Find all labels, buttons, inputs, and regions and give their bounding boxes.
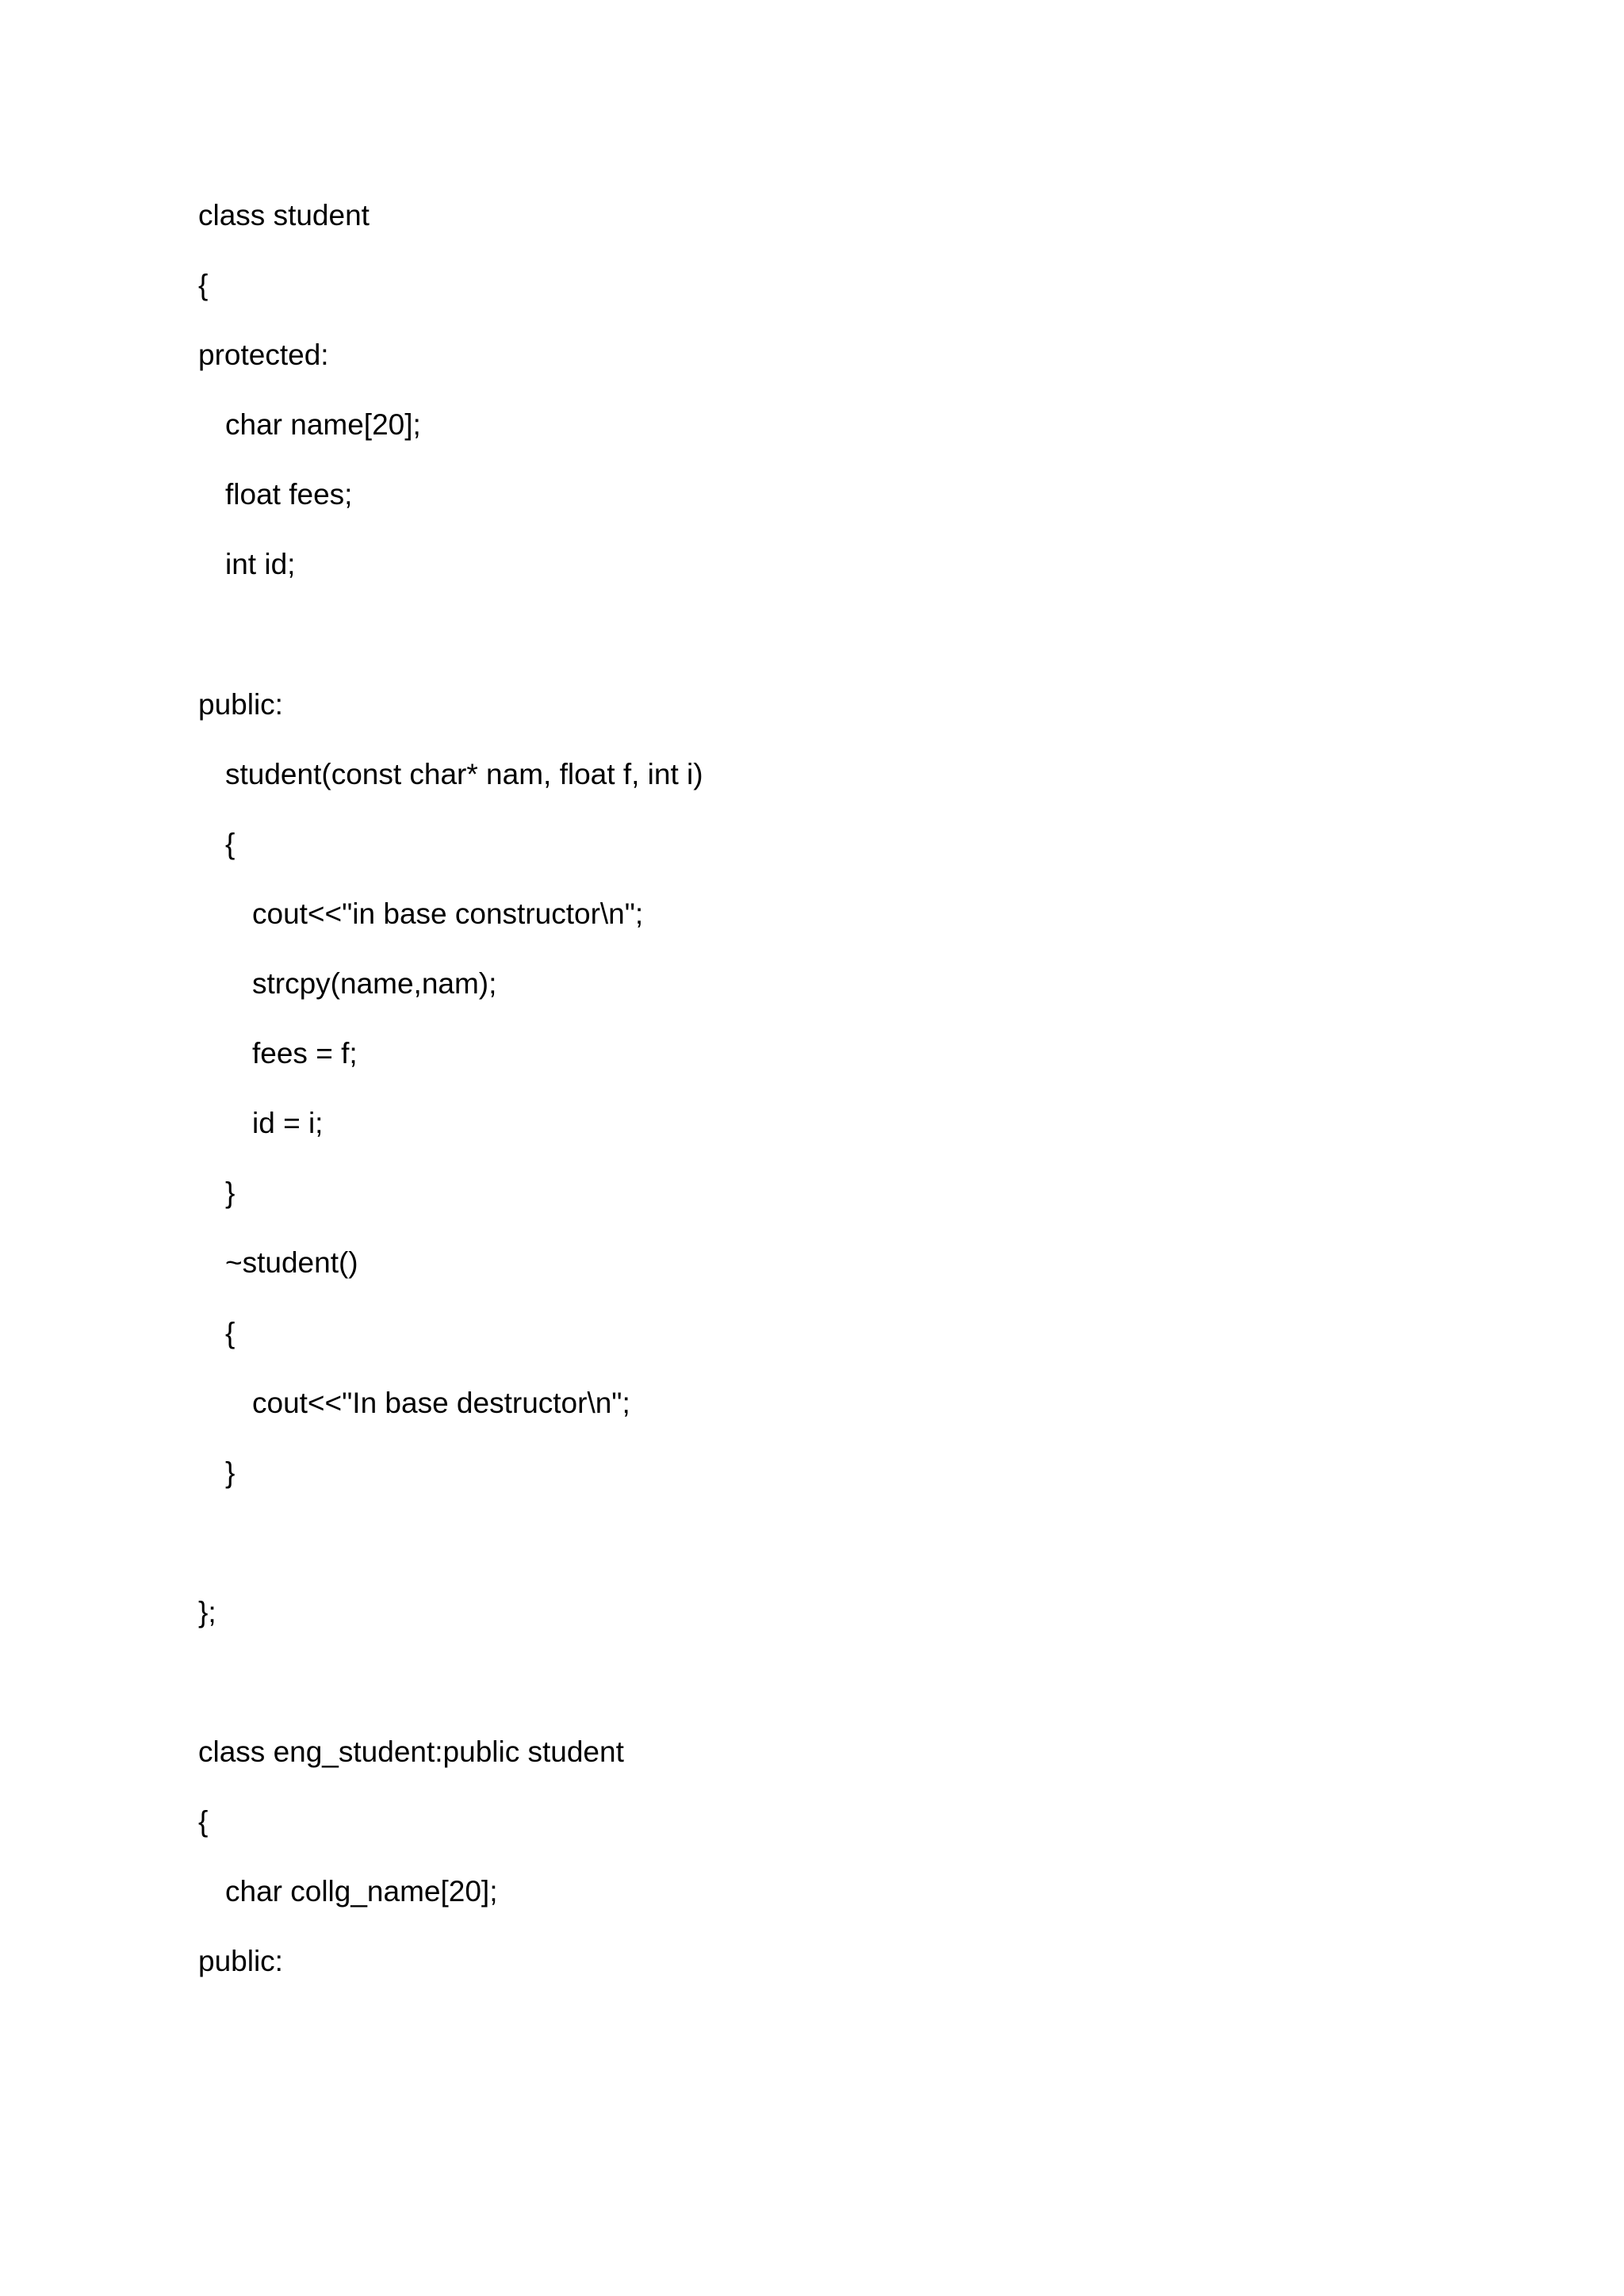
code-line: id = i; [252,1107,324,1140]
code-line: { [225,827,236,860]
code-line: cout<<"In base destructor\n"; [252,1386,630,1419]
code-line: fees = f; [252,1037,358,1070]
blank-line [198,614,703,684]
code-listing [198,195,703,2011]
code-line: } [225,1456,236,1489]
code-line: int id; [225,548,296,581]
code-line: student(const char* nam, float f, int i) [225,757,703,790]
code-line: { [198,269,209,302]
code-line: { [225,1316,236,1349]
code-line: class student [198,199,370,232]
code-line: }; [198,1595,216,1628]
code-line: float fees; [225,478,353,511]
code-line: cout<<"in base constructor\n"; [252,897,644,930]
code-line: char collg_name[20]; [225,1875,498,1908]
code-line: protected: [198,339,329,372]
code-line: class eng_student:public student [198,1735,624,1769]
blank-line [198,1522,703,1592]
code-line: public: [198,1945,283,1978]
code-line: strcpy(name,nam); [252,967,497,1001]
code-line: } [225,1177,236,1210]
code-line: ~student() [225,1246,358,1280]
blank-line [198,1662,703,1732]
code-line: char name[20]; [225,408,421,442]
code-line: public: [198,687,283,721]
code-line: { [198,1805,209,1839]
